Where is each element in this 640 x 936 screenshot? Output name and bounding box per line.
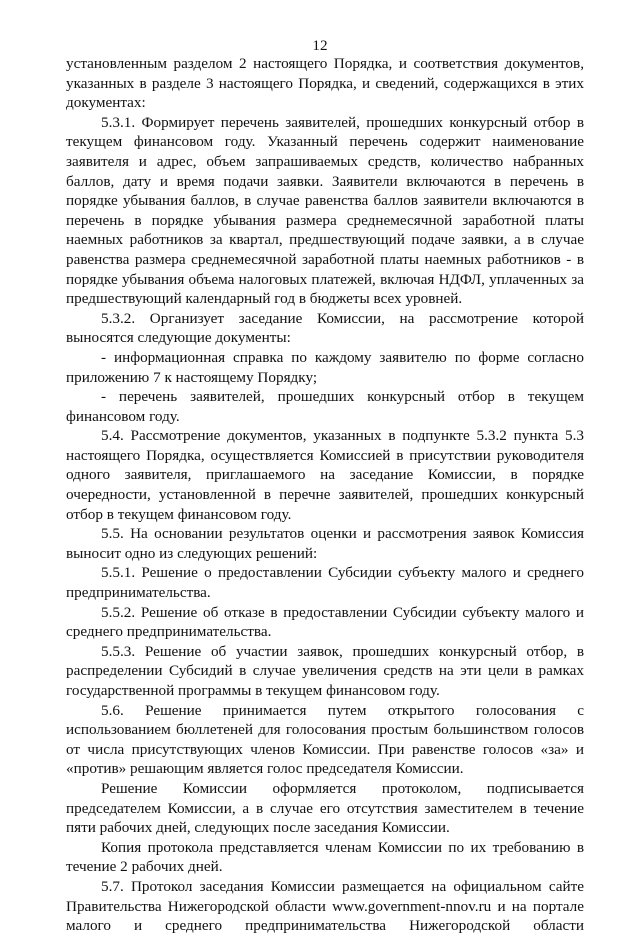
paragraph: 5.4. Рассмотрение документов, указанных в подпункте 5.3.2 пункта 5.3 настоящего Порядка, осуществляется Комиссией в присутствии руководителя одного заявителя, приглашаемого на заседание Комиссии, в порядке очередности, установленной в перечне заявителей, прошедших конкурсный отбор в текущем финансовом году. (66, 427, 584, 523)
paragraph: Решение Комиссии оформляется протоколом, подписывается председателем Комиссии, а в случае его отсутствия заместителем в течение пяти рабочих дней, следующих после заседания Комиссии. (66, 779, 584, 837)
paragraph: 5.7. Протокол заседания Комиссии размещается на официальном сайте Правительства Нижегородской области www.government-nnov.ru и на портале малого и среднего предпринимательства Нижегородской области (66, 877, 584, 935)
paragraph: Копия протокола представляется членам Комиссии по их требованию в течение 2 рабочих дней. (66, 838, 584, 876)
paragraph: 5.6. Решение принимается путем открытого голосования с использованием бюллетеней для голосования простым большинством голосов от числа присутствующих членов Комиссии. При равенстве голосов «за» и «против» решающим является голос председателя Комиссии. (66, 701, 584, 778)
paragraph: 5.3.1. Формирует перечень заявителей, прошедших конкурсный отбор в текущем финансовом году. Указанный перечень содержит наименование заявителя и адрес, объем запрашиваемых средств, количество набранных баллов, дату и время подачи заявки. Заявители включаются в перечень в порядке убывания баллов, в случае равенства баллов заявители включаются в перечень в порядке убывания размера среднемесячной заработной платы наемных работников за квартал, предшествующий подаче заявки, а в случае равенства размера среднемесячной заработной платы наемных работников - в порядке убывания объема налоговых платежей, включая НДФЛ, уплаченных за предшествующий календарный год в бюджеты всех уровней. (66, 113, 584, 308)
paragraph: - перечень заявителей, прошедших конкурсный отбор в текущем финансовом году. (66, 388, 584, 425)
paragraph: 5.5.1. Решение о предоставлении Субсидии субъекту малого и среднего предпринимательства. (66, 564, 584, 602)
paragraph: - информационная справка по каждому заявителю по форме согласно приложению 7 к настоящему Порядку; (66, 348, 584, 386)
paragraph: установленным разделом 2 настоящего Порядка, и соответствия документов, указанных в разделе 3 настоящего Порядка, и сведений, содержащихся в этих документах: (66, 55, 584, 112)
paragraph: 5.5. На основании результатов оценки и рассмотрения заявок Комиссия выносит одно из следующих решений: (66, 525, 584, 562)
document-body (66, 54, 584, 936)
page-number: 12 (312, 37, 328, 54)
paragraph: 5.5.2. Решение об отказе в предоставлении Субсидии субъекту малого и среднего предпринимательства. (66, 603, 584, 641)
paragraph: 5.3.2. Организует заседание Комиссии, на рассмотрение которой выносятся следующие документы: (66, 309, 584, 347)
paragraph: 5.5.3. Решение об участии заявок, прошедших конкурсный отбор, в распределении Субсидий в случае увеличения средств на эти цели в рамках государственной программы в текущем финансовом году. (66, 642, 584, 699)
